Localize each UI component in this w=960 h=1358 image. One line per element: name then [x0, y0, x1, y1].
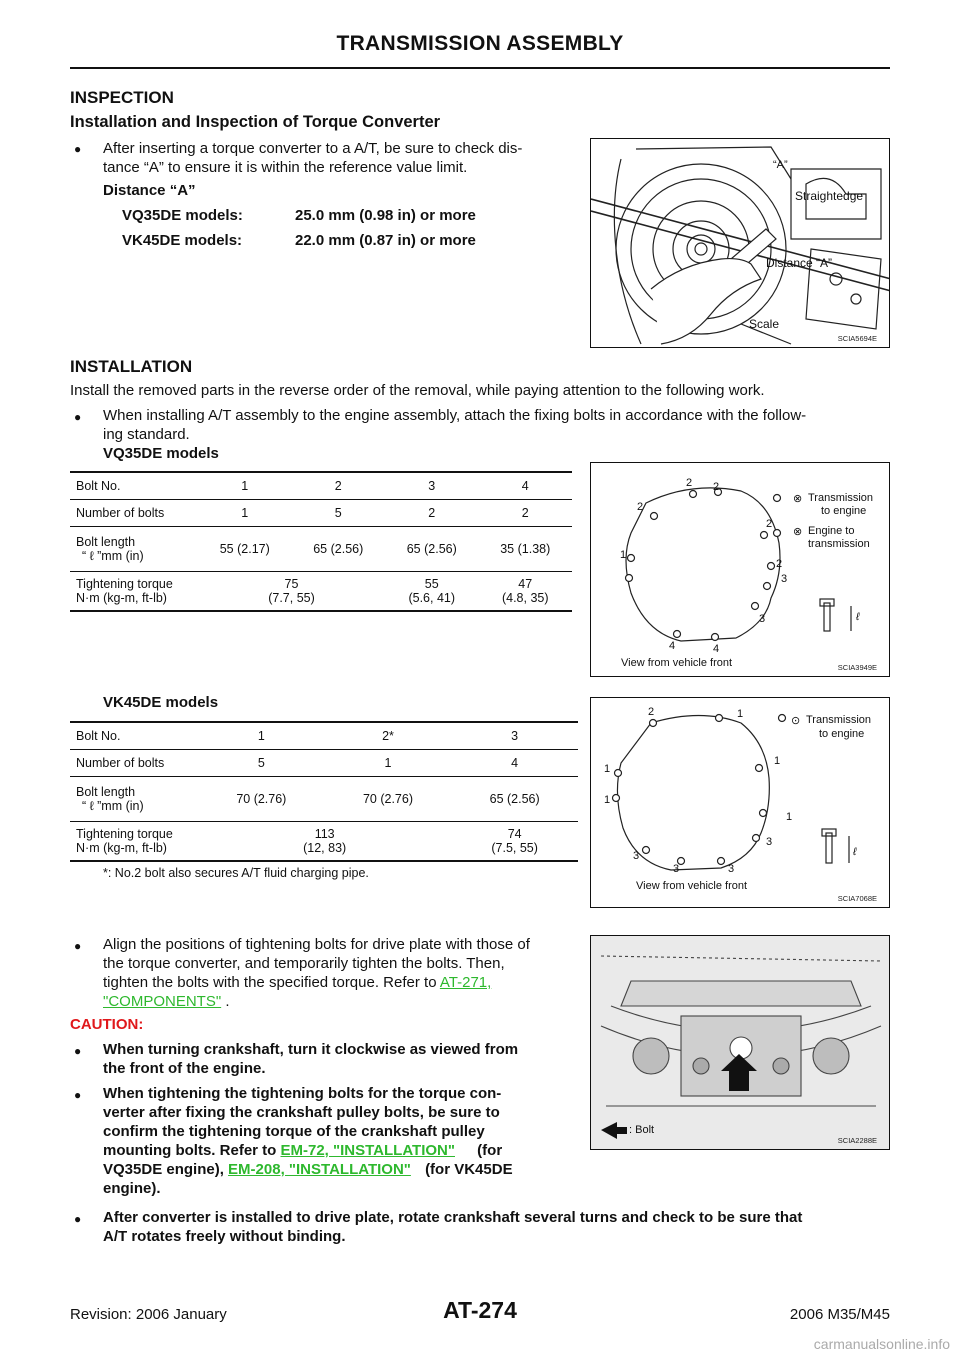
table-cell: 4	[479, 472, 573, 499]
spec-value-vk: 22.0 mm (0.87 in) or more	[295, 232, 476, 249]
figure-code: SCIA7068E	[837, 894, 877, 903]
table-cell	[70, 821, 198, 861]
table-cell: 5	[198, 749, 325, 776]
caution-text: (for VK45DE	[425, 1161, 513, 1178]
vk-footnote: *: No.2 bolt also secures A/T fluid charging pipe.	[103, 866, 369, 880]
caution-text: mounting bolts. Refer to	[103, 1142, 277, 1159]
bullet-icon: ●	[74, 1088, 82, 1102]
torque-value: 55	[424, 576, 439, 591]
caution-text: (for	[477, 1142, 503, 1159]
table-cell: 5	[292, 499, 386, 526]
table-cell	[198, 571, 385, 611]
torque-value: 47	[518, 576, 533, 591]
vk-models-title	[103, 693, 218, 712]
bolt-number-label: 3	[728, 863, 735, 875]
inspection-bullet-line2: tance “A” to ensure it is within the reference value limit.	[103, 159, 468, 176]
caution2-line2: verter after fixing the crankshaft pulley bolts, be sure to	[103, 1104, 500, 1121]
view-caption: View from vehicle front	[636, 880, 748, 892]
table-cell: 70 (2.76)	[198, 776, 325, 821]
bolt-number-label: 4	[669, 640, 676, 652]
inspection-bullet-line1: After inserting a torque converter to a A/T, be sure to check dis-	[103, 140, 523, 157]
installation-bullet1-line2: ing standard.	[103, 426, 190, 443]
at-271-link[interactable]: AT-271,	[439, 974, 492, 991]
torque-value-alt: (5.6, 41)	[408, 590, 456, 605]
legend-transmission: Transmission	[806, 714, 871, 726]
table-cell: 65 (2.56)	[451, 776, 578, 821]
bolt-number-label: 3	[673, 863, 680, 875]
caution2-line4	[103, 1141, 577, 1160]
crankshaft-bolt-figure	[590, 935, 890, 1150]
torque-converter-figure	[590, 138, 890, 348]
final-bullet-line1: After converter is installed to drive plate, rotate crankshaft several turns and check to be sure that	[103, 1209, 803, 1226]
figure-code: SCIA3949E	[837, 663, 877, 672]
table-cell: 2	[385, 499, 479, 526]
bolt-number-label: 2	[776, 558, 783, 570]
bolt-number-label: 4	[713, 643, 720, 655]
align-bullet-line2: the torque converter, and temporarily tighten the bolts. Then,	[103, 955, 505, 972]
bolt-legend: : Bolt	[629, 1124, 655, 1136]
bullet-icon: ●	[74, 1044, 82, 1058]
spec-model-vq: VQ35DE models:	[122, 207, 243, 224]
vq-bolt-table	[70, 471, 572, 612]
watermark: carmanualsonline.info	[813, 1336, 950, 1352]
align-tail: .	[225, 993, 230, 1010]
bolt-symbol-icon: ⊗	[793, 493, 803, 505]
installation-intro: Install the removed parts in the reverse order of the removal, while paying attention to the following work.	[70, 382, 765, 399]
table-cell: 1	[198, 722, 325, 749]
caution2-line6: engine).	[103, 1180, 161, 1197]
table-cell	[198, 821, 451, 861]
torque-value: 113	[314, 826, 335, 841]
row-label: Tightening torque	[76, 826, 173, 841]
table-cell: 1	[198, 499, 292, 526]
bolt-symbol-icon: ⊗	[793, 526, 803, 538]
table-cell: 55 (2.17)	[198, 526, 292, 571]
installation-heading: INSTALLATION	[70, 357, 193, 376]
legend-transmission-b: to engine	[821, 505, 867, 517]
table-cell: 70 (2.76)	[325, 776, 452, 821]
installation-bullet1-line1: When installing A/T assembly to the engine assembly, attach the fixing bolts in accordance with the follow-	[103, 407, 807, 424]
bolt-symbol-icon: ⊙	[791, 715, 801, 727]
torque-value-alt: (12, 83)	[303, 840, 347, 855]
caution1-line2: the front of the engine.	[103, 1060, 266, 1077]
table-cell: Number of bolts	[70, 749, 198, 776]
table-cell: 2	[479, 499, 573, 526]
table-cell	[479, 571, 573, 611]
row-label-unit: “ ℓ ”mm (in)	[82, 798, 144, 813]
table-cell	[70, 526, 198, 571]
row-label-unit: N·m (kg-m, ft-lb)	[76, 840, 167, 855]
table-cell: 2*	[325, 722, 452, 749]
length-symbol: ℓ	[856, 611, 860, 623]
table-cell: 3	[451, 722, 578, 749]
bolt-number-label: 2	[766, 518, 773, 530]
label-straightedge: Straightedge	[795, 189, 864, 203]
bolt-number-label: 3	[633, 850, 640, 862]
table-cell: 3	[385, 472, 479, 499]
caution-label: CAUTION:	[70, 1016, 144, 1033]
bolt-number-label: 1	[604, 794, 611, 806]
components-link[interactable]: "COMPONENTS"	[103, 993, 222, 1010]
bolt-number-label: 2	[648, 706, 655, 718]
bolt-number-label: 3	[781, 573, 788, 585]
torque-converter-illustration	[591, 139, 890, 348]
revision-text: Revision: 2006 January	[70, 1306, 227, 1323]
legend-engine: Engine to	[808, 525, 855, 537]
figure-code: SCIA5694E	[837, 334, 877, 343]
torque-value-alt: (7.7, 55)	[268, 590, 315, 605]
table-cell: 35 (1.38)	[479, 526, 573, 571]
bullet-icon: ●	[74, 1212, 82, 1226]
table-cell: 2	[292, 472, 386, 499]
caution-text: VQ35DE engine),	[103, 1161, 224, 1178]
legend-transmission-b: to engine	[819, 728, 865, 740]
torque-value-alt: (7.5, 55)	[491, 840, 538, 855]
table-cell	[70, 571, 198, 611]
table-cell: 65 (2.56)	[385, 526, 479, 571]
em-208-link[interactable]: EM-208, "INSTALLATION"	[228, 1161, 411, 1178]
table-cell: 1	[198, 472, 292, 499]
page-number: AT-274	[443, 1297, 517, 1323]
table-cell: Bolt No.	[70, 472, 198, 499]
row-label-unit: N·m (kg-m, ft-lb)	[76, 590, 167, 605]
vk-bolt-pattern-figure	[590, 697, 890, 908]
align-text: tighten the bolts with the specified torque. Refer to	[103, 974, 437, 991]
caution1-line1: When turning crankshaft, turn it clockwise as viewed from	[103, 1041, 519, 1058]
bolt-number-label: 1	[620, 549, 627, 561]
figure-code: SCIA2288E	[837, 1136, 877, 1145]
table-cell	[70, 776, 198, 821]
bolt-number-label: 3	[759, 613, 766, 625]
bullet-icon: ●	[74, 142, 82, 156]
bolt-number-label: 1	[604, 763, 611, 775]
bolt-number-label: 2	[637, 501, 644, 513]
em-72-link[interactable]: EM-72, "INSTALLATION"	[280, 1142, 455, 1159]
label-distance-a: Distance “A”	[766, 256, 833, 270]
header-divider	[70, 67, 890, 69]
bolt-number-label: 1	[774, 755, 781, 767]
inspection-subheading: Installation and Inspection of Torque Converter	[70, 113, 441, 131]
page-title: TRANSMISSION ASSEMBLY	[336, 32, 624, 55]
align-bullet-line4	[103, 992, 230, 1011]
caution2-line5	[103, 1160, 577, 1179]
caution2-line1: When tightening the tightening bolts for the torque con-	[103, 1085, 502, 1102]
legend-engine-b: transmission	[808, 538, 870, 550]
bolt-number-label: 1	[786, 811, 793, 823]
align-bullet-line3	[103, 973, 577, 992]
vq-models-title: VQ35DE models	[103, 445, 219, 462]
vk-models-title-text: VK45DE models	[103, 694, 219, 711]
label-a: “A”	[773, 159, 788, 171]
row-label: Tightening torque	[76, 576, 173, 591]
distance-spec-title: Distance “A”	[103, 182, 196, 199]
torque-value: 74	[507, 826, 522, 841]
vk-bolt-table	[70, 721, 578, 862]
table-cell: 65 (2.56)	[292, 526, 386, 571]
bullet-icon: ●	[74, 410, 82, 424]
torque-value-alt: (4.8, 35)	[501, 590, 549, 605]
bolt-number-label: 2	[686, 477, 693, 489]
engine-photo-illustration	[591, 936, 890, 1150]
table-cell	[451, 821, 578, 861]
bolt-number-label: 3	[766, 836, 773, 848]
table-cell: Number of bolts	[70, 499, 198, 526]
table-cell	[385, 571, 479, 611]
spec-model-vk: VK45DE models:	[122, 232, 243, 249]
legend-transmission: Transmission	[808, 492, 873, 504]
vq-bolt-pattern-figure	[590, 462, 890, 677]
align-bullet-line1: Align the positions of tightening bolts for drive plate with those of	[103, 936, 530, 953]
view-caption: View from vehicle front	[621, 657, 733, 669]
row-label: Bolt length	[76, 534, 136, 549]
bolt-number-label: 2	[713, 481, 720, 493]
table-cell: Bolt No.	[70, 722, 198, 749]
row-label: Bolt length	[76, 784, 136, 799]
torque-value: 75	[284, 576, 299, 591]
model-text: 2006 M35/M45	[789, 1306, 890, 1323]
table-cell: 4	[451, 749, 578, 776]
final-bullet-line2: A/T rotates freely without binding.	[103, 1228, 346, 1245]
inspection-heading: INSPECTION	[70, 88, 174, 107]
bullet-icon: ●	[74, 939, 82, 953]
label-scale: Scale	[749, 317, 780, 331]
length-symbol: ℓ	[853, 846, 857, 858]
spec-value-vq: 25.0 mm (0.98 in) or more	[295, 207, 476, 224]
bolt-number-label: 1	[737, 708, 744, 720]
row-label-unit: “ ℓ ”mm (in)	[82, 548, 144, 563]
table-cell: 1	[325, 749, 452, 776]
caution2-line3: confirm the tightening torque of the crankshaft pulley	[103, 1123, 485, 1140]
